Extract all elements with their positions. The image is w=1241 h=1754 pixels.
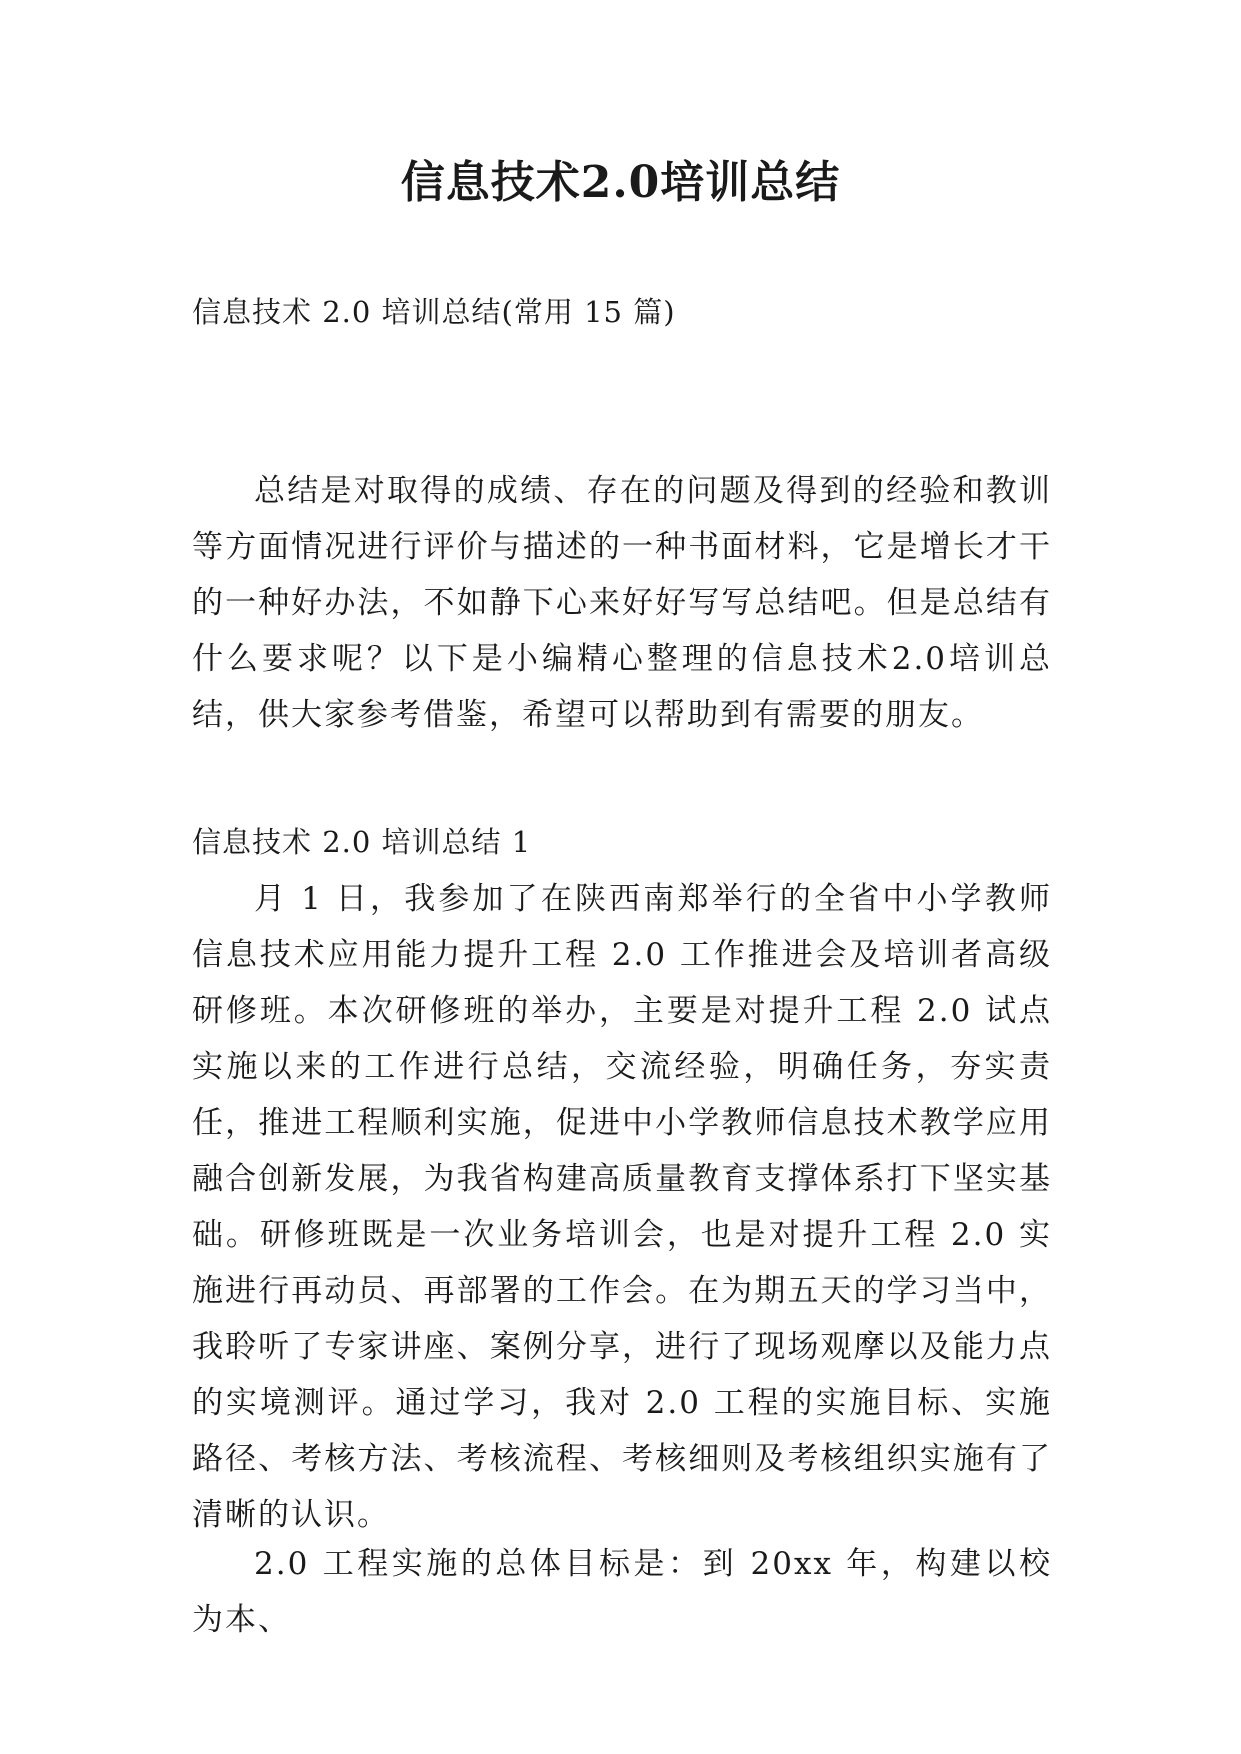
section-heading: 信息技术 2.0 培训总结 1 bbox=[192, 825, 532, 859]
section-paragraph: 2.0 工程实施的总体目标是：到 20xx 年，构建以校为本、 bbox=[192, 1546, 1052, 1638]
section-paragraph: 月 1 日，我参加了在陕西南郑举行的全省中小学教师信息技术应用能力提升工程 2.0 工作推进会及培训者高级研修班。本次研修班的举办，主要是对提升工程 2.0 试点实施以来的工作进行总结，交流经验，明确任务，夯实责任，推进工程顺利实施，促进中小学教师信息技术教学应用融合创新发展，为我省构建高质量教育支撑体系打下坚实基础。研修班既是一次业务培训会，也是对提升工程 2.0 实施进行再动员、再部署的工作会。在为期五天的学习当中，我聆听了专家讲座、案例分享，进行了现场观摩以及能力点的实境测评。通过学习，我对 2.0 工程的实施目标、实施路径、考核方法、考核流程、考核细则及考核组织实施有了清晰的认识。 bbox=[192, 881, 1052, 1533]
document-subtitle: 信息技术 2.0 培训总结(常用 15 篇) bbox=[192, 295, 676, 329]
document-title: 信息技术2.0培训总结 bbox=[400, 157, 841, 208]
intro-paragraph: 总结是对取得的成绩、存在的问题及得到的经验和教训等方面情况进行评价与描述的一种书面材料，它是增长才干的一种好办法，不如静下心来好好写写总结吧。但是总结有什么要求呢？以下是小编精心整理的信息技术2.0培训总结，供大家参考借鉴，希望可以帮助到有需要的朋友。 bbox=[192, 473, 1052, 733]
